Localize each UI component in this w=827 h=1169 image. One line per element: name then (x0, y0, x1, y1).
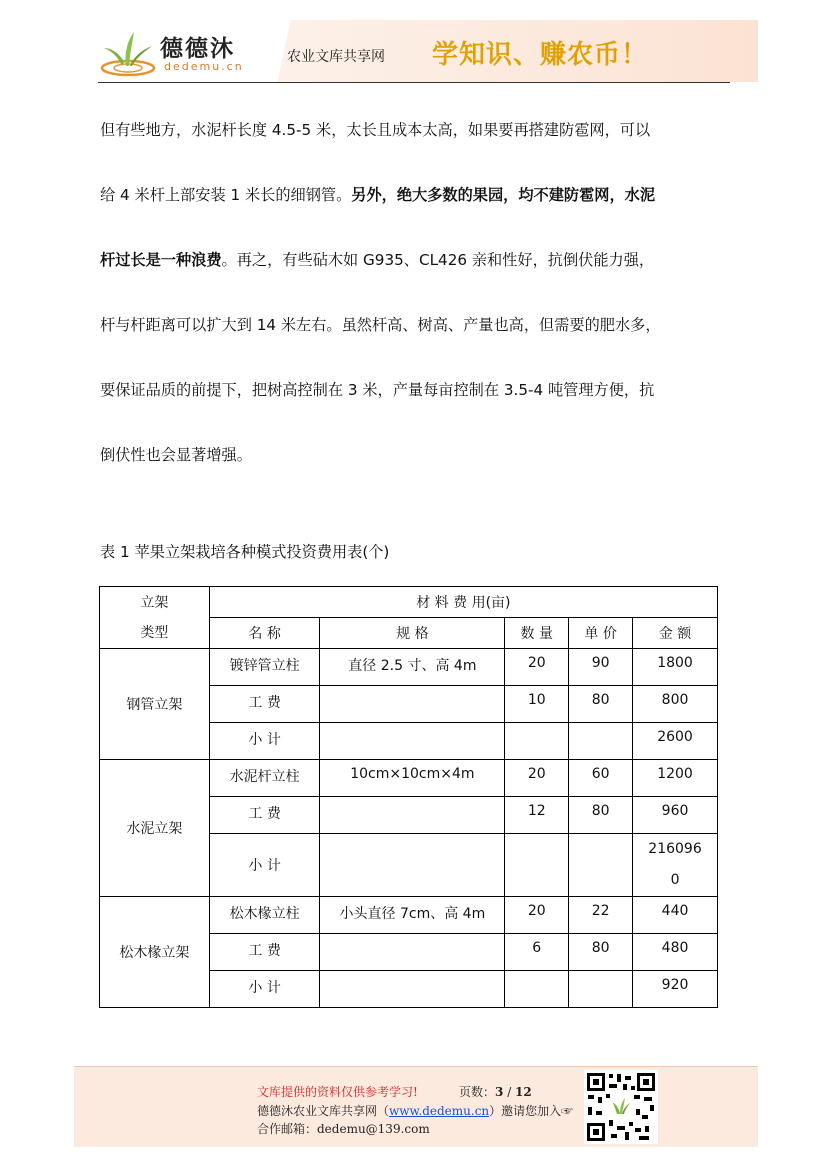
cell-price: 80 (569, 686, 633, 723)
cell-spec (320, 834, 505, 897)
page-indicator: 页数：3 / 12 (459, 1085, 532, 1099)
cell-price (569, 834, 633, 897)
paragraph-line (100, 179, 720, 244)
cell-name: 水泥杆立柱 (209, 760, 320, 797)
site-name: 农业文库共享网 (287, 49, 385, 65)
cell-spec (320, 686, 505, 723)
cell-spec: 小头直径 7cm、高 4m (320, 897, 505, 934)
site-logo[interactable] (100, 28, 260, 78)
text-line-1: 但有些地方，水泥杆长度 4.5-5 米，太长且成本太高，如果要再搭建防雹网，可以 (100, 121, 651, 139)
cell-name: 工 费 (209, 797, 320, 834)
type-cell: 松木椽立架 (100, 897, 210, 1008)
type-cell: 水泥立架 (100, 760, 210, 897)
site-link[interactable]: www.dedemu.cn (389, 1104, 490, 1118)
text-line-3b: 。再之，有些砧木如 G935、CL426 亲和性好，抗倒伏能力强， (221, 251, 655, 269)
cell-amount: 2600 (633, 723, 718, 760)
cell-name: 小 计 (209, 971, 320, 1008)
cell-price: 22 (569, 897, 633, 934)
header-qty: 数 量 (505, 618, 569, 649)
cell-qty: 10 (505, 686, 569, 723)
footer-email: 合作邮箱：dedemu@139.com (257, 1122, 430, 1136)
footer-note: 文库提供的资料仅供参考学习! (257, 1085, 418, 1099)
text-line-5: 要保证品质的前提下，把树高控制在 3 米，产量每亩控制在 3.5-4 吨管理方便，抗 (100, 381, 655, 399)
cell-qty (505, 834, 569, 897)
cell-amount: 1200 (633, 760, 718, 797)
logo-domain: dedemu.cn (164, 60, 244, 73)
header-group: 材 料 费 用(亩) (209, 587, 717, 618)
cell-qty (505, 723, 569, 760)
paragraph-line (100, 309, 720, 374)
footer-invite: 德德沐农业文库共享网（www.dedemu.cn）邀请您加入☞ (257, 1104, 574, 1118)
table-row (100, 760, 718, 797)
text-line-2a: 给 4 米杆上部安装 1 米长的细钢管。 (100, 186, 352, 204)
cell-spec (320, 797, 505, 834)
cell-name: 工 费 (209, 686, 320, 723)
text-line-6: 倒伏性也会显著增强。 (100, 446, 252, 464)
cell-name: 松木椽立柱 (209, 897, 320, 934)
header-spec: 规 格 (320, 618, 505, 649)
cell-spec: 10cm×10cm×4m (320, 760, 505, 797)
cell-amount: 440 (633, 897, 718, 934)
cell-qty (505, 971, 569, 1008)
body-paragraph (100, 114, 720, 504)
cell-price: 80 (569, 934, 633, 971)
cell-price: 90 (569, 649, 633, 686)
cell-qty: 20 (505, 897, 569, 934)
cell-qty: 20 (505, 649, 569, 686)
header-name: 名 称 (209, 618, 320, 649)
cell-amount: 920 (633, 971, 718, 1008)
cell-spec (320, 723, 505, 760)
page-footer (74, 1066, 758, 1147)
cell-spec (320, 934, 505, 971)
cell-amount: 216096 0 (633, 834, 718, 897)
paragraph-line (100, 439, 720, 504)
cost-table (99, 586, 718, 1008)
type-cell: 钢管立架 (100, 649, 210, 760)
cell-name: 镀锌管立柱 (209, 649, 320, 686)
cell-name: 小 计 (209, 723, 320, 760)
cell-price: 60 (569, 760, 633, 797)
text-line-4: 杆与杆距离可以扩大到 14 米左右。虽然杆高、树高、产量也高，但需要的肥水多， (100, 316, 661, 334)
cell-qty: 20 (505, 760, 569, 797)
text-line-3-bold: 杆过长是一种浪费 (100, 251, 222, 269)
cell-price: 80 (569, 797, 633, 834)
table-row (100, 649, 718, 686)
cell-price (569, 723, 633, 760)
cell-amount: 960 (633, 797, 718, 834)
header-price: 单 价 (569, 618, 633, 649)
cell-spec (320, 971, 505, 1008)
text-line-2-bold: 另外，绝大多数的果园，均不建防雹网，水泥 (351, 186, 656, 204)
cell-name: 小 计 (209, 834, 320, 897)
cell-name: 工 费 (209, 934, 320, 971)
cell-qty: 6 (505, 934, 569, 971)
header-amount: 金 额 (633, 618, 718, 649)
paragraph-line (100, 114, 720, 179)
page-current: 3 (495, 1085, 504, 1099)
cell-amount: 1800 (633, 649, 718, 686)
header-type: 立架 类型 (100, 587, 210, 649)
slogan: 学知识、赚农币！ (432, 40, 649, 70)
page-total: 12 (515, 1085, 532, 1099)
table-caption: 表 1 苹果立架栽培各种模式投资费用表(个) (100, 543, 390, 561)
table-header-row (100, 587, 718, 618)
cell-price (569, 971, 633, 1008)
cell-amount: 800 (633, 686, 718, 723)
paragraph-line (100, 374, 720, 439)
logo-leaf-icon (100, 28, 158, 78)
cell-spec: 直径 2.5 寸、高 4m (320, 649, 505, 686)
cell-qty: 12 (505, 797, 569, 834)
logo-text: 德德沐 (160, 35, 235, 62)
header-rule (98, 82, 730, 83)
paragraph-line (100, 244, 720, 309)
table-row (100, 897, 718, 934)
cell-amount: 480 (633, 934, 718, 971)
qr-code-icon[interactable] (584, 1070, 658, 1144)
